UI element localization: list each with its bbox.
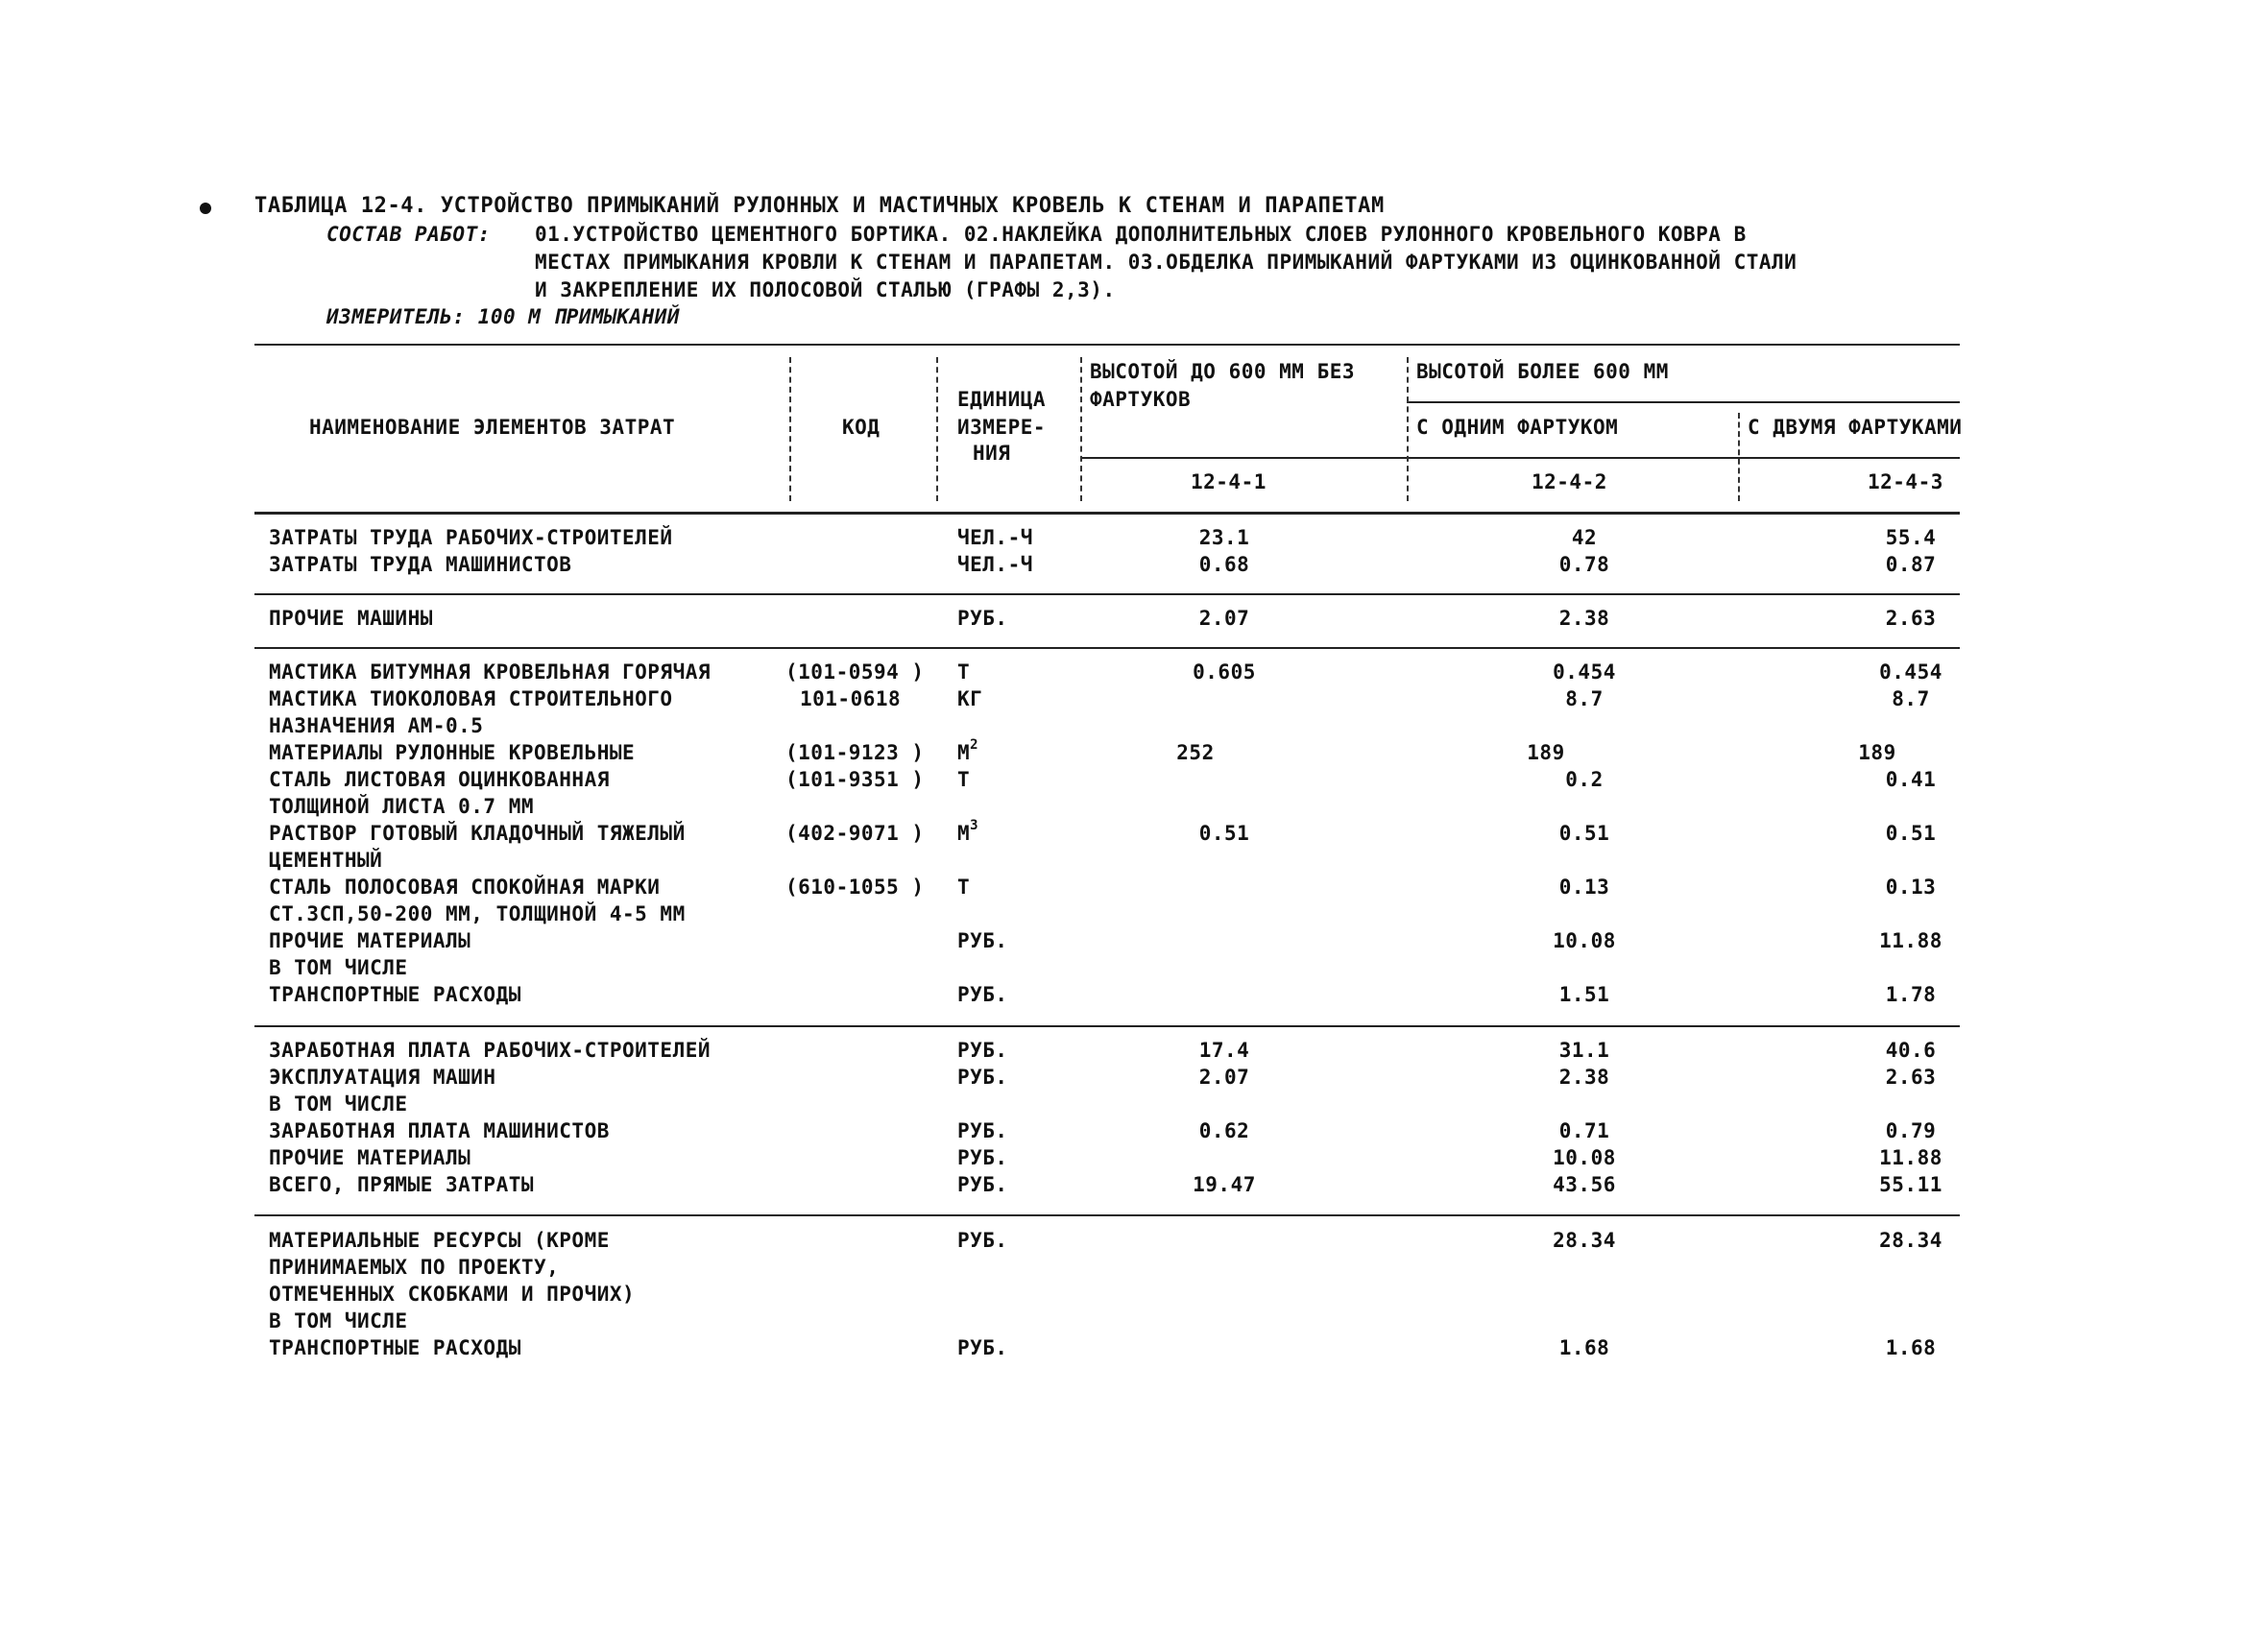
cell-value-1: 2.07 xyxy=(1198,1066,1250,1089)
bullet-icon xyxy=(200,203,211,214)
table-row xyxy=(0,1336,2268,1363)
cell-name: МАСТИКА БИТУМНАЯ КРОВЕЛЬНАЯ ГОРЯЧАЯ xyxy=(269,660,712,684)
cell-value-2: 0.13 xyxy=(1558,876,1610,899)
header-bottom-rule xyxy=(254,512,1960,515)
cell-value-3: 0.51 xyxy=(1885,822,1937,845)
column-separator xyxy=(1080,357,1082,501)
cell-name: ТОЛЩИНОЙ ЛИСТА 0.7 ММ xyxy=(269,795,535,818)
measure-line xyxy=(326,305,680,328)
header-rule xyxy=(1407,401,1960,403)
section-rule xyxy=(254,1214,1960,1216)
table-row xyxy=(0,553,2268,580)
table-top-rule xyxy=(254,344,1960,346)
cell-name: ТРАНСПОРТНЫЕ РАСХОДЫ xyxy=(269,1336,521,1359)
header-sub3: С ДВУМЯ ФАРТУКАМИ xyxy=(1748,416,1963,439)
table-row xyxy=(0,1092,2268,1119)
cell-value-2: 2.38 xyxy=(1558,1066,1610,1089)
table-row xyxy=(0,687,2268,714)
cell-name: МАТЕРИАЛЬНЫЕ РЕСУРСЫ (КРОМЕ xyxy=(269,1229,610,1252)
composition-line: И ЗАКРЕПЛЕНИЕ ИХ ПОЛОСОВОЙ СТАЛЬЮ (ГРАФЫ 2,3). xyxy=(535,278,1116,301)
cell-name: НАЗНАЧЕНИЯ АМ-0.5 xyxy=(269,714,484,737)
cell-value-2: 0.78 xyxy=(1558,553,1610,576)
cell-unit: РУБ. xyxy=(957,1066,1008,1089)
cell-unit: $М^3$ xyxy=(957,818,979,845)
cell-code: 101-0618 xyxy=(800,687,902,710)
cell-value-2: 31.1 xyxy=(1558,1039,1610,1062)
table-row xyxy=(0,1146,2268,1173)
table-row xyxy=(0,526,2268,553)
header-rule xyxy=(1080,457,1960,459)
cell-value-2: 189 xyxy=(1527,741,1565,764)
composition-line: МЕСТАХ ПРИМЫКАНИЯ КРОВЛИ К СТЕНАМ И ПАРАПЕТАМ. 03.ОБДЕЛКА ПРИМЫКАНИЙ ФАРТУКАМИ ИЗ ОЦИНКОВАННОЙ СТАЛИ xyxy=(535,251,1798,274)
cell-name: ПРИНИМАЕМЫХ ПО ПРОЕКТУ, xyxy=(269,1256,560,1279)
header-unit-col: ЕДИНИЦА xyxy=(957,388,1047,411)
cell-value-2: 10.08 xyxy=(1553,1146,1616,1169)
cell-value-2: 0.454 xyxy=(1553,660,1616,684)
cell-name: В ТОМ ЧИСЛЕ xyxy=(269,1092,408,1116)
table-row xyxy=(0,768,2268,795)
table-row xyxy=(0,714,2268,741)
cell-code: (101-9123 ) xyxy=(785,741,925,764)
cell-name: ЗАТРАТЫ ТРУДА РАБОЧИХ-СТРОИТЕЛЕЙ xyxy=(269,526,673,549)
header-code-12-4-3: 12-4-3 xyxy=(1868,470,1943,493)
table-row xyxy=(0,902,2268,929)
cell-value-3: 40.6 xyxy=(1885,1039,1937,1062)
cell-name: РАСТВОР ГОТОВЫЙ КЛАДОЧНЫЙ ТЯЖЕЛЫЙ xyxy=(269,822,686,845)
cell-name: В ТОМ ЧИСЛЕ xyxy=(269,1309,408,1332)
cell-code: (402-9071 ) xyxy=(785,822,925,845)
cell-name: СТАЛЬ ЛИСТОВАЯ ОЦИНКОВАННАЯ xyxy=(269,768,610,791)
cell-value-1: 17.4 xyxy=(1198,1039,1250,1062)
header-code-col: КОД xyxy=(842,416,881,439)
cell-name: ОТМЕЧЕННЫХ СКОБКАМИ И ПРОЧИХ) xyxy=(269,1283,636,1306)
cell-value-3: 0.13 xyxy=(1885,876,1937,899)
cell-value-3: 55.4 xyxy=(1885,526,1937,549)
cell-value-2: 0.51 xyxy=(1558,822,1610,845)
cell-name: ТРАНСПОРТНЫЕ РАСХОДЫ xyxy=(269,983,521,1006)
section-rule xyxy=(254,1025,1960,1027)
column-separator xyxy=(1407,357,1409,501)
cell-value-3: 55.11 xyxy=(1879,1173,1942,1196)
cell-value-3: 0.454 xyxy=(1879,660,1942,684)
cell-value-3: 11.88 xyxy=(1879,1146,1942,1169)
table-row xyxy=(0,607,2268,634)
cell-value-1: 23.1 xyxy=(1198,526,1250,549)
cell-value-2: 1.51 xyxy=(1558,983,1610,1006)
cell-name: ПРОЧИЕ МАТЕРИАЛЫ xyxy=(269,929,471,952)
cell-value-2: 2.38 xyxy=(1558,607,1610,630)
cell-unit: РУБ. xyxy=(957,1146,1008,1169)
table-row xyxy=(0,818,2268,849)
header-group1: ВЫСОТОЙ ДО 600 ММ БЕЗ xyxy=(1090,360,1356,383)
table-row xyxy=(0,795,2268,822)
table-row xyxy=(0,1173,2268,1200)
cell-value-3: 189 xyxy=(1858,741,1896,764)
cell-unit: РУБ. xyxy=(957,1173,1008,1196)
cell-value-1: 2.07 xyxy=(1198,607,1250,630)
composition-label: СОСТАВ РАБОТ: xyxy=(326,223,491,246)
table-row xyxy=(0,956,2268,983)
header-code-12-4-2: 12-4-2 xyxy=(1532,470,1607,493)
cell-code: (610-1055 ) xyxy=(785,876,925,899)
header-sub2: С ОДНИМ ФАРТУКОМ xyxy=(1416,416,1619,439)
table-row xyxy=(0,983,2268,1010)
cell-unit: Т xyxy=(957,660,971,684)
table-title: ТАБЛИЦА 12-4. УСТРОЙСТВО ПРИМЫКАНИЙ РУЛОННЫХ И МАСТИЧНЫХ КРОВЕЛЬ К СТЕНАМ И ПАРАПЕТАМ xyxy=(254,194,1385,218)
cell-value-3: 8.7 xyxy=(1892,687,1930,710)
table-row xyxy=(0,1119,2268,1146)
cell-name: ВСЕГО, ПРЯМЫЕ ЗАТРАТЫ xyxy=(269,1173,535,1196)
cell-value-2: 43.56 xyxy=(1553,1173,1616,1196)
cell-value-3: 0.87 xyxy=(1885,553,1937,576)
cell-value-3: 2.63 xyxy=(1885,1066,1937,1089)
table-row xyxy=(0,737,2268,768)
cell-name: ЗАРАБОТНАЯ ПЛАТА МАШИНИСТОВ xyxy=(269,1119,610,1142)
cell-value-3: 0.41 xyxy=(1885,768,1937,791)
table-row xyxy=(0,1283,2268,1309)
cell-name: СТАЛЬ ПОЛОСОВАЯ СПОКОЙНАЯ МАРКИ xyxy=(269,876,661,899)
cell-unit: РУБ. xyxy=(957,607,1008,630)
cell-name: ПРОЧИЕ МАШИНЫ xyxy=(269,607,433,630)
cell-value-1: 252 xyxy=(1176,741,1215,764)
table-row xyxy=(0,929,2268,956)
table-row xyxy=(0,1066,2268,1092)
cell-unit: $М^2$ xyxy=(957,737,979,764)
section-rule xyxy=(254,647,1960,649)
table-row xyxy=(0,876,2268,902)
column-separator xyxy=(789,357,791,501)
cell-name: МАТЕРИАЛЫ РУЛОННЫЕ КРОВЕЛЬНЫЕ xyxy=(269,741,636,764)
column-separator xyxy=(1738,413,1740,501)
header-unit-col: ИЗМЕРЕ- xyxy=(957,416,1047,439)
cell-unit: ЧЕЛ.-Ч xyxy=(957,526,1033,549)
table-row xyxy=(0,1039,2268,1066)
measure-label: ИЗМЕРИТЕЛЬ: xyxy=(326,305,466,328)
table-row xyxy=(0,1256,2268,1283)
cell-name: ЗАТРАТЫ ТРУДА МАШИНИСТОВ xyxy=(269,553,572,576)
cell-unit: РУБ. xyxy=(957,929,1008,952)
cell-name: В ТОМ ЧИСЛЕ xyxy=(269,956,408,979)
cell-unit: Т xyxy=(957,768,971,791)
cell-value-3: 1.78 xyxy=(1885,983,1937,1006)
cell-value-2: 42 xyxy=(1571,526,1598,549)
cell-value-1: 0.605 xyxy=(1193,660,1256,684)
composition-line: 01.УСТРОЙСТВО ЦЕМЕНТНОГО БОРТИКА. 02.НАКЛЕЙКА ДОПОЛНИТЕЛЬНЫХ СЛОЕВ РУЛОННОГО КРОВЕЛЬНОГО КОВРА В xyxy=(535,223,1747,246)
section-rule xyxy=(254,593,1960,595)
cell-unit: КГ xyxy=(957,687,983,710)
header-name-col: НАИМЕНОВАНИЕ ЭЛЕМЕНТОВ ЗАТРАТ xyxy=(309,416,676,439)
cell-value-3: 0.79 xyxy=(1885,1119,1937,1142)
cell-value-2: 10.08 xyxy=(1553,929,1616,952)
cell-unit: ЧЕЛ.-Ч xyxy=(957,553,1033,576)
cell-value-1: 0.62 xyxy=(1198,1119,1250,1142)
cell-value-3: 28.34 xyxy=(1879,1229,1942,1252)
cell-value-1: 0.68 xyxy=(1198,553,1250,576)
table-row xyxy=(0,849,2268,876)
cell-code: (101-0594 ) xyxy=(785,660,925,684)
cell-name: ЦЕМЕНТНЫЙ xyxy=(269,849,383,872)
cell-unit: РУБ. xyxy=(957,1119,1008,1142)
table-row xyxy=(0,660,2268,687)
cell-code: (101-9351 ) xyxy=(785,768,925,791)
column-separator xyxy=(936,357,938,501)
cell-unit: РУБ. xyxy=(957,983,1008,1006)
cell-value-2: 0.2 xyxy=(1565,768,1604,791)
cell-value-3: 11.88 xyxy=(1879,929,1942,952)
cell-value-1: 0.51 xyxy=(1198,822,1250,845)
cell-unit: РУБ. xyxy=(957,1229,1008,1252)
cell-value-2: 28.34 xyxy=(1553,1229,1616,1252)
cell-value-2: 1.68 xyxy=(1558,1336,1610,1359)
cell-value-2: 8.7 xyxy=(1565,687,1604,710)
table-row xyxy=(0,1229,2268,1256)
cell-name: МАСТИКА ТИОКОЛОВАЯ СТРОИТЕЛЬНОГО xyxy=(269,687,673,710)
header-unit-col: НИЯ xyxy=(973,442,1011,465)
table-row xyxy=(0,1309,2268,1336)
cell-name: ПРОЧИЕ МАТЕРИАЛЫ xyxy=(269,1146,471,1169)
cell-name: ЗАРАБОТНАЯ ПЛАТА РАБОЧИХ-СТРОИТЕЛЕЙ xyxy=(269,1039,712,1062)
cell-unit: РУБ. xyxy=(957,1336,1008,1359)
cell-unit: Т xyxy=(957,876,971,899)
cell-value-1: 19.47 xyxy=(1193,1173,1256,1196)
cell-name: ЭКСПЛУАТАЦИЯ МАШИН xyxy=(269,1066,496,1089)
measure-value: 100 М ПРИМЫКАНИЙ xyxy=(477,305,681,328)
cell-unit: РУБ. xyxy=(957,1039,1008,1062)
header-group2: ВЫСОТОЙ БОЛЕЕ 600 ММ xyxy=(1416,360,1669,383)
cell-value-2: 0.71 xyxy=(1558,1119,1610,1142)
header-code-12-4-1: 12-4-1 xyxy=(1191,470,1267,493)
cell-name: СТ.3СП,50-200 ММ, ТОЛЩИНОЙ 4-5 ММ xyxy=(269,902,686,925)
cell-value-3: 2.63 xyxy=(1885,607,1937,630)
cell-value-3: 1.68 xyxy=(1885,1336,1937,1359)
header-group1: ФАРТУКОВ xyxy=(1090,388,1192,411)
